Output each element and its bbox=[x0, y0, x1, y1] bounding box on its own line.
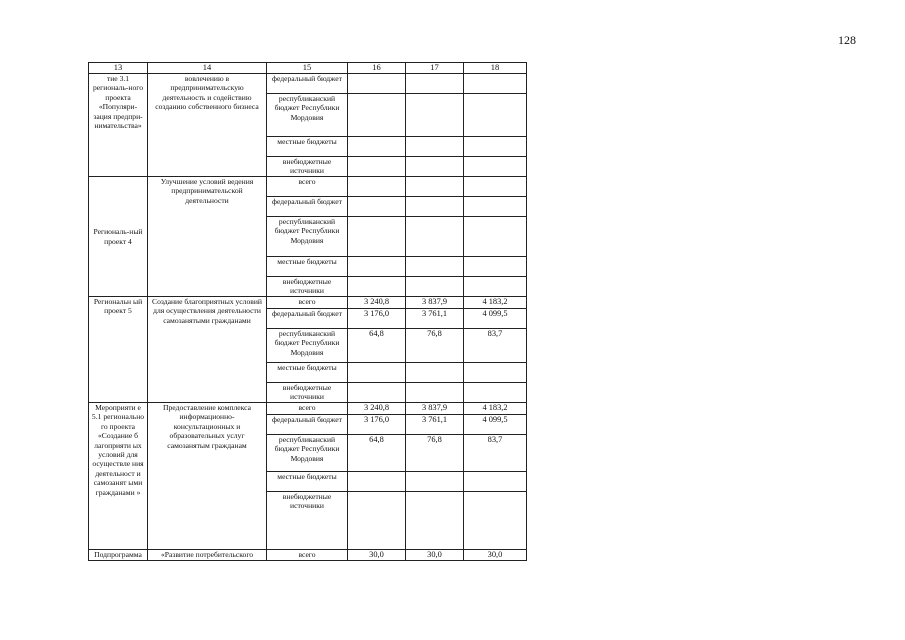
value-cell: 83,7 bbox=[464, 435, 527, 472]
value-cell bbox=[406, 383, 464, 403]
funding-source-cell: всего bbox=[267, 550, 348, 561]
value-cell bbox=[348, 217, 406, 257]
value-cell bbox=[348, 492, 406, 550]
table-body bbox=[89, 74, 527, 561]
value-cell bbox=[406, 137, 464, 157]
value-cell: 4 183,2 bbox=[464, 403, 527, 415]
value-cell: 76,8 bbox=[406, 329, 464, 363]
row-label-cell: Региональ-ный проект 4 bbox=[89, 177, 148, 297]
value-cell bbox=[406, 217, 464, 257]
value-cell bbox=[464, 74, 527, 94]
value-cell bbox=[406, 277, 464, 297]
table-row bbox=[89, 403, 527, 415]
funding-source-cell: внебюджетные источники bbox=[267, 157, 348, 177]
funding-source-cell: внебюджетные источники bbox=[267, 492, 348, 550]
value-cell bbox=[464, 277, 527, 297]
header-row bbox=[89, 63, 527, 74]
funding-source-cell: всего bbox=[267, 297, 348, 309]
value-cell bbox=[406, 74, 464, 94]
value-cell bbox=[348, 94, 406, 137]
value-cell bbox=[464, 197, 527, 217]
funding-source-cell: местные бюджеты bbox=[267, 137, 348, 157]
value-cell bbox=[406, 492, 464, 550]
funding-source-cell: внебюджетные источники bbox=[267, 383, 348, 403]
value-cell: 64,8 bbox=[348, 435, 406, 472]
value-cell: 3 176,0 bbox=[348, 309, 406, 329]
description-cell: Создание благоприятных условий для осуществления деятельности самозанятыми гражданами bbox=[148, 297, 267, 403]
row-label-cell: тие 3.1 региональ-ного проекта «Популяри-зация предпри-нимательства» bbox=[89, 74, 148, 177]
value-cell: 3 837,9 bbox=[406, 403, 464, 415]
value-cell: 30,0 bbox=[464, 550, 527, 561]
value-cell: 64,8 bbox=[348, 329, 406, 363]
value-cell bbox=[348, 157, 406, 177]
value-cell: 4 099,5 bbox=[464, 309, 527, 329]
value-cell bbox=[348, 472, 406, 492]
value-cell bbox=[406, 157, 464, 177]
value-cell bbox=[348, 277, 406, 297]
value-cell bbox=[348, 363, 406, 383]
value-cell bbox=[406, 94, 464, 137]
value-cell bbox=[464, 177, 527, 197]
value-cell: 30,0 bbox=[348, 550, 406, 561]
value-cell: 30,0 bbox=[406, 550, 464, 561]
value-cell bbox=[464, 257, 527, 277]
funding-source-cell: федеральный бюджет bbox=[267, 415, 348, 435]
funding-source-cell: республиканский бюджет Республики Мордовия bbox=[267, 94, 348, 137]
funding-source-cell: местные бюджеты bbox=[267, 257, 348, 277]
value-cell bbox=[348, 197, 406, 217]
funding-source-cell: республиканский бюджет Республики Мордовия bbox=[267, 217, 348, 257]
value-cell: 4 183,2 bbox=[464, 297, 527, 309]
column-header: 18 bbox=[464, 63, 527, 74]
value-cell bbox=[464, 492, 527, 550]
funding-source-cell: федеральный бюджет bbox=[267, 197, 348, 217]
table-row bbox=[89, 550, 527, 561]
value-cell bbox=[406, 363, 464, 383]
table-row bbox=[89, 177, 527, 197]
description-cell: вовлечению в предпринимательскую деятельность и содействию созданию собственного бизнеса bbox=[148, 74, 267, 177]
value-cell: 4 099,5 bbox=[464, 415, 527, 435]
value-cell bbox=[406, 257, 464, 277]
column-header: 17 bbox=[406, 63, 464, 74]
funding-source-cell: федеральный бюджет bbox=[267, 74, 348, 94]
value-cell bbox=[464, 363, 527, 383]
value-cell bbox=[348, 74, 406, 94]
value-cell bbox=[464, 472, 527, 492]
value-cell: 76,8 bbox=[406, 435, 464, 472]
value-cell bbox=[464, 157, 527, 177]
value-cell bbox=[406, 197, 464, 217]
funding-source-cell: местные бюджеты bbox=[267, 363, 348, 383]
value-cell bbox=[406, 177, 464, 197]
budget-table bbox=[88, 62, 527, 561]
value-cell bbox=[464, 137, 527, 157]
value-cell: 3 176,0 bbox=[348, 415, 406, 435]
table-row bbox=[89, 74, 527, 94]
value-cell: 3 761,1 bbox=[406, 415, 464, 435]
value-cell bbox=[348, 137, 406, 157]
value-cell bbox=[348, 383, 406, 403]
funding-source-cell: внебюджетные источники bbox=[267, 277, 348, 297]
description-cell: «Развитие потребительского bbox=[148, 550, 267, 561]
value-cell: 3 761,1 bbox=[406, 309, 464, 329]
funding-source-cell: всего bbox=[267, 177, 348, 197]
column-header: 16 bbox=[348, 63, 406, 74]
funding-source-cell: всего bbox=[267, 403, 348, 415]
column-header: 14 bbox=[148, 63, 267, 74]
column-header: 15 bbox=[267, 63, 348, 74]
value-cell: 3 240,8 bbox=[348, 403, 406, 415]
value-cell bbox=[464, 217, 527, 257]
funding-source-cell: федеральный бюджет bbox=[267, 309, 348, 329]
value-cell: 83,7 bbox=[464, 329, 527, 363]
column-header: 13 bbox=[89, 63, 148, 74]
value-cell bbox=[406, 472, 464, 492]
value-cell: 3 837,9 bbox=[406, 297, 464, 309]
description-cell: Улучшение условий ведения предпринимательской деятельности bbox=[148, 177, 267, 297]
row-label-cell: Подпрограмма bbox=[89, 550, 148, 561]
funding-source-cell: республиканский бюджет Республики Мордовия bbox=[267, 329, 348, 363]
funding-source-cell: местные бюджеты bbox=[267, 472, 348, 492]
description-cell: Предоставление комплекса информационно-консультационных и образовательных услуг самозанятым гражданам bbox=[148, 403, 267, 550]
value-cell bbox=[348, 177, 406, 197]
table-row bbox=[89, 297, 527, 309]
value-cell bbox=[464, 94, 527, 137]
value-cell bbox=[464, 383, 527, 403]
row-label-cell: Мероприяти е 5.1 регионально го проекта «Создание б лагоприяти ых условий для осуществле ния деятельност и самозанят ыми гражданами » bbox=[89, 403, 148, 550]
funding-source-cell: республиканский бюджет Республики Мордовия bbox=[267, 435, 348, 472]
value-cell: 3 240,8 bbox=[348, 297, 406, 309]
page-number: 128 bbox=[838, 33, 856, 47]
value-cell bbox=[348, 257, 406, 277]
row-label-cell: Региональн ый проект 5 bbox=[89, 297, 148, 403]
